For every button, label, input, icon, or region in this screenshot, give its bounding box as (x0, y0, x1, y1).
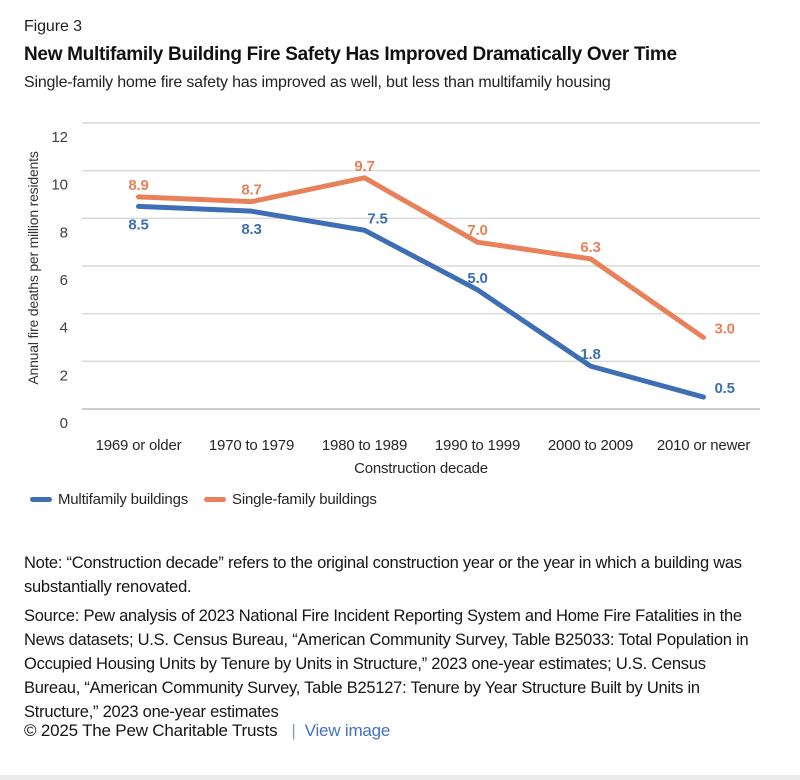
note-text: Note: “Construction decade” refers to the original construction year or the year in which a building was substantially renovated. (24, 554, 742, 596)
category-label: 1969 or older (95, 437, 182, 454)
source-text: Source: Pew analysis of 2023 National Fire Incident Reporting System and Home Fire Fatalities in the News datasets; U.S. Census Bureau, “American Community Survey, Table B25033: Total Population in Occupied Housing Units by Tenure by Units in Structure,” 2023 one-year estimates; U.S. Census Bureau, “American Community Survey, Table B25127: Tenure by Year Structure Built by Units in Structure,” 2023 one-year estimates (24, 607, 749, 721)
view-image-link[interactable]: View image (304, 721, 391, 740)
x-axis-title: Construction decade (354, 460, 488, 477)
data-label: 7.5 (367, 210, 388, 228)
y-tick-label: 10 (51, 176, 68, 194)
y-tick-label: 2 (59, 367, 68, 385)
data-label: 3.0 (714, 320, 735, 338)
legend-item-single-family (204, 491, 377, 508)
footer-separator: | (291, 721, 296, 740)
figure-footer (24, 721, 390, 741)
y-axis-title: Annual fire deaths per million residents (25, 151, 41, 385)
y-tick-label: 8 (59, 224, 68, 242)
data-label: 8.9 (128, 176, 149, 194)
y-tick-label: 6 (59, 272, 68, 289)
data-label: 8.5 (128, 216, 149, 234)
data-label: 7.0 (467, 222, 488, 240)
bottom-divider (0, 775, 800, 780)
figure-subtitle: Single-family home fire safety has improved as well, but less than multifamily housing (24, 74, 611, 91)
category-label: 1990 to 1999 (434, 437, 521, 454)
multifamily-buildings-line (139, 206, 704, 397)
legend-item-multifamily (30, 491, 188, 508)
y-tick-label: 0 (59, 415, 68, 432)
fire-deaths-line-chart (0, 108, 800, 520)
legend-label-single-family: Single-family buildings (232, 491, 377, 508)
copyright-text: © 2025 The Pew Charitable Trusts (24, 721, 278, 740)
data-label: 5.0 (467, 269, 488, 287)
data-label: 9.7 (354, 157, 375, 175)
figure-number: Figure 3 (24, 18, 82, 35)
category-label: 1970 to 1979 (208, 437, 295, 454)
data-label: 0.5 (714, 380, 735, 398)
chart-legend (30, 491, 377, 508)
figure-title: New Multifamily Building Fire Safety Has Improved Dramatically Over Time (24, 44, 677, 65)
data-label: 8.7 (241, 181, 262, 199)
y-tick-label: 12 (51, 129, 68, 146)
category-label: 1980 to 1989 (321, 437, 408, 454)
legend-label-multifamily: Multifamily buildings (58, 491, 189, 508)
figure-header (24, 18, 776, 92)
data-label: 6.3 (580, 238, 601, 256)
data-label: 8.3 (241, 221, 262, 239)
data-label: 1.8 (580, 346, 601, 364)
single-family-line-swatch (204, 497, 226, 502)
category-label: 2000 to 2009 (547, 437, 634, 454)
multifamily-line-swatch (30, 497, 52, 502)
y-tick-label: 4 (59, 319, 68, 337)
category-label: 2010 or newer (656, 437, 751, 454)
